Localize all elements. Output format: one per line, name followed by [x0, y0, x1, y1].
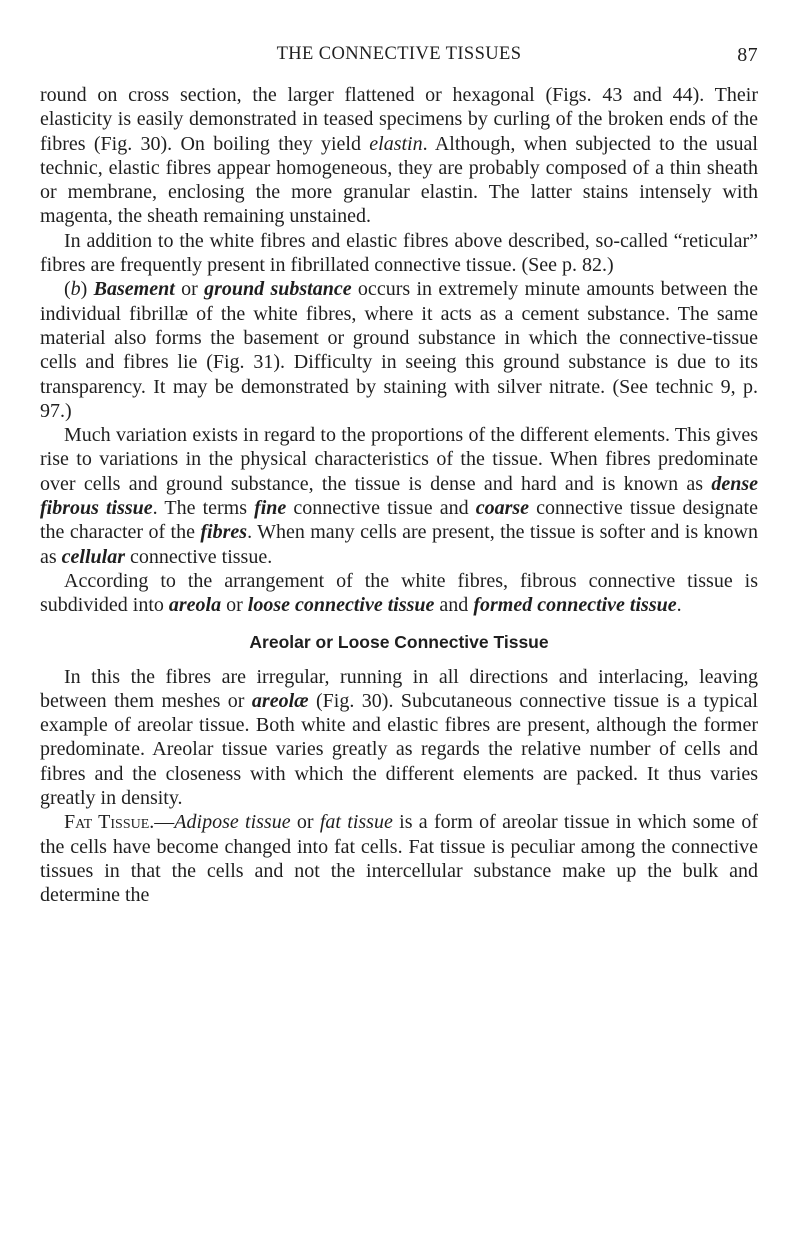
running-head-title: THE CONNECTIVE TISSUES: [276, 44, 522, 64]
paragraph-arrangement: According to the arrangement of the white fibres, fibrous connective tissue is subdivided into areola or loose connective tissue and formed connective tissue.: [40, 569, 758, 617]
paragraph-variation: Much variation exists in regard to the proportions of the different elements. This gives rise to variations in the physical characteristics of the tissue. When fibres predominate over cells and ground substance, the tissue is dense and hard and is known as dense fibrous tissue. The terms fine connective tissue and coarse connective tissue designate the character of the fibres. When many cells are present, the tissue is softer and is known as cellular connective tissue.: [40, 424, 759, 568]
page-number: 87: [737, 44, 758, 66]
paragraph-ground-substance: (b) Basement or ground substance occurs in extremely minute amounts between the individual fibrillæ of the white fibres, where it acts as a cement substance. The same material also forms the basement or ground substance in which the connective-tissue cells and fibres lie (Fig. 31). Difficulty in seeing this ground substance is due to its transparency. It may be demonstrated by staining with silver nitrate. (See technic 9, p. 97.): [40, 278, 758, 422]
page-body: [40, 83, 758, 908]
section-heading: Areolar or Loose Connective Tissue: [249, 631, 549, 652]
paragraph-elastic-fibres: round on cross section, the larger flattened or hexagonal (Figs. 43 and 44). Their elasticity is easily demonstrated in teased specimens by curling of the broken ends of the fibres (Fig. 30). On boiling they yield elastin. Although, when subjected to the usual technic, elastic fibres appear homogeneous, they are probably composed of a thin sheath or membrane, enclosing the more granular elastin. The latter stains intensely with magenta, the sheath remaining unstained.: [40, 84, 758, 228]
running-head: [40, 44, 758, 68]
paragraph-reticular-fibres: In addition to the white fibres and elastic fibres above described, so-called “reticular” fibres are frequently present in fibrillated connective tissue. (See p. 82.): [40, 229, 758, 277]
run-in-heading: Fat Tissue: [64, 811, 150, 834]
paragraph-fat-tissue: Fat Tissue.—Adipose tissue or fat tissue is a form of areolar tissue in which some of the cells have become changed into fat cells. Fat tissue is peculiar among the connective tissues in that the cells and not the intercellular substance make up the bulk and determine the: [40, 811, 758, 907]
paragraph-areolar: In this the fibres are irregular, running in all directions and interlacing, leaving between them meshes or areolæ (Fig. 30). Subcutaneous connective tissue is a typical example of areolar tissue. Both white and elastic fibres are present, although the former predominate. Areolar tissue varies greatly as regards the relative number of cells and fibres and the closeness with which the different elements are packed. It thus varies greatly in density.: [40, 665, 758, 810]
